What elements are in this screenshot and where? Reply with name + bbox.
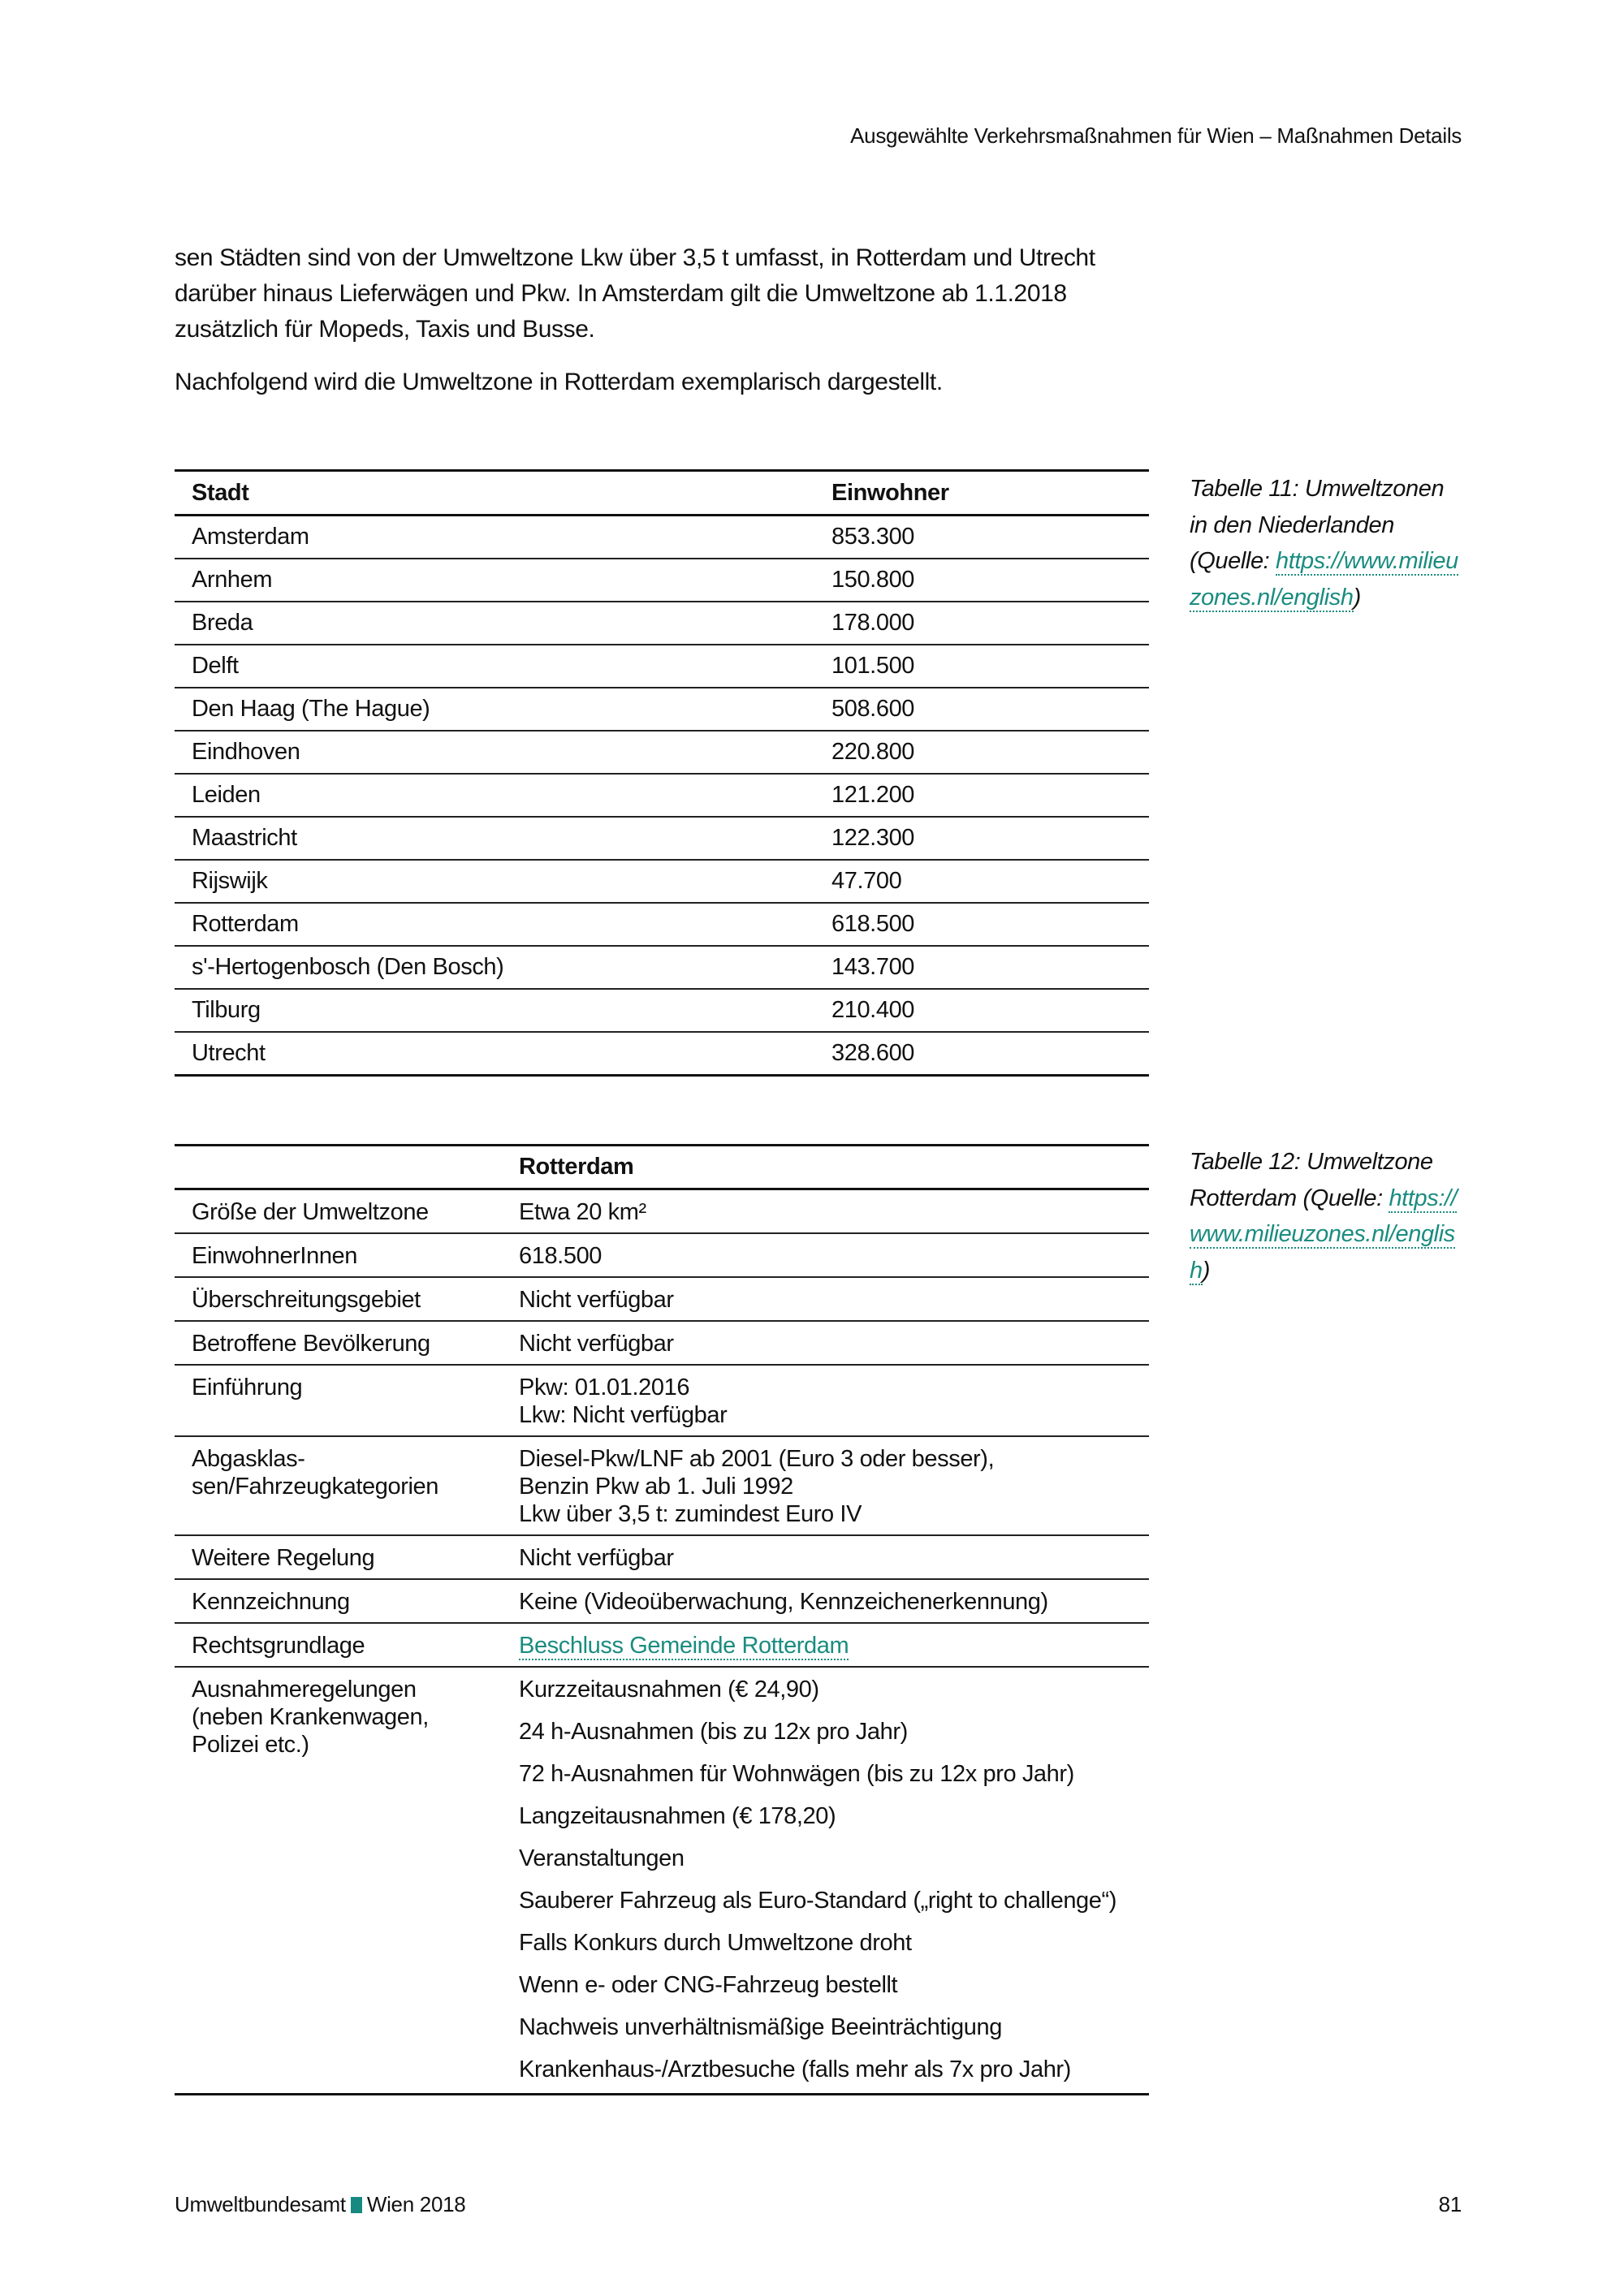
exception-item: Veranstaltungen (519, 1845, 685, 1871)
row-label: Betroffene Bevölkerung (175, 1321, 502, 1365)
exception-item: Langzeitausnahmen (€ 178,20) (519, 1803, 836, 1829)
table-row (175, 946, 1149, 989)
city-cell: Breda (175, 602, 814, 645)
city-cell: Utrecht (175, 1032, 814, 1076)
city-cell: s'-Hertogenbosch (Den Bosch) (175, 946, 814, 989)
row-label: Einführung (175, 1365, 502, 1436)
population-cell: 618.500 (814, 903, 1149, 946)
table-umweltzonen-niederlande (175, 469, 1149, 1077)
caption-close: ) (1353, 584, 1361, 611)
table-11-caption (1190, 471, 1466, 615)
exception-item: 24 h-Ausnahmen (bis zu 12x pro Jahr) (519, 1719, 908, 1745)
column-header-rotterdam: Rotterdam (502, 1146, 1149, 1189)
population-cell: 508.600 (814, 688, 1149, 731)
city-cell: Rotterdam (175, 903, 814, 946)
table-row (175, 860, 1149, 903)
row-label (175, 1667, 502, 2095)
body-paragraph: sen Städten sind von der Umweltzone Lkw über 3,5 t umfasst, in Rotterdam und Utrecht darüber hinaus Lieferwägen und Pkw. In Amsterdam gilt die Umweltzone ab 1.1.2018 zusätzlich für Mopeds, Taxis und Busse. (175, 244, 1095, 343)
table-row (175, 1436, 1149, 1535)
row-value-line: 618.500 (519, 1243, 603, 1269)
row-value (502, 1189, 1149, 1234)
table-row (175, 516, 1149, 559)
table-row (175, 1032, 1149, 1076)
population-cell: 220.800 (814, 731, 1149, 774)
exception-item: 72 h-Ausnahmen für Wohnwägen (bis zu 12x pro Jahr) (519, 1761, 1074, 1787)
table-row (175, 731, 1149, 774)
row-value-line: Diesel-Pkw/LNF ab 2001 (Euro 3 oder besser), (519, 1446, 995, 1472)
city-cell: Amsterdam (175, 516, 814, 559)
row-value-line: Benzin Pkw ab 1. Juli 1992 (519, 1474, 793, 1500)
row-label-line: (neben Krankenwagen, (192, 1704, 429, 1730)
row-label (175, 1436, 502, 1535)
row-value (502, 1233, 1149, 1277)
footer-left (175, 2192, 465, 2217)
population-cell: 47.700 (814, 860, 1149, 903)
table-row (175, 688, 1149, 731)
table-row (175, 774, 1149, 817)
row-label: Weitere Regelung (175, 1535, 502, 1579)
row-value-line: Etwa 20 km² (519, 1199, 646, 1225)
exception-item: Nachweis unverhältnismäßige Beeinträchtigung (519, 2014, 1002, 2040)
row-value-line: Nicht verfügbar (519, 1287, 674, 1313)
row-value-line: Keine (Videoüberwachung, Kennzeichenerkennung) (519, 1589, 1048, 1615)
exception-item: Wenn e- oder CNG-Fahrzeug bestellt (519, 1972, 898, 1998)
column-header-stadt: Stadt (175, 471, 814, 516)
table-row (175, 1535, 1149, 1579)
population-cell: 853.300 (814, 516, 1149, 559)
row-value-line: Nicht verfügbar (519, 1331, 674, 1357)
population-cell: 328.600 (814, 1032, 1149, 1076)
row-value (502, 1365, 1149, 1436)
row-label: Kennzeichnung (175, 1579, 502, 1623)
table-row (175, 1365, 1149, 1436)
population-cell: 122.300 (814, 817, 1149, 860)
table-row (175, 559, 1149, 602)
footer-edition: Wien 2018 (366, 2192, 466, 2216)
table-row (175, 645, 1149, 688)
row-value (502, 1436, 1149, 1535)
row-label: Rechtsgrundlage (175, 1623, 502, 1667)
exception-item: Falls Konkurs durch Umweltzone droht (519, 1930, 912, 1956)
city-cell: Den Haag (The Hague) (175, 688, 814, 731)
table-row (175, 1321, 1149, 1365)
source-link[interactable]: https://www.milieuzones.nl/english (1190, 1185, 1458, 1284)
population-cell: 178.000 (814, 602, 1149, 645)
page-number: 81 (1438, 2192, 1462, 2216)
city-cell: Delft (175, 645, 814, 688)
table-row (175, 1189, 1149, 1234)
caption-text: Tabelle 11: Umweltzonen in den Niederlanden (Quelle: (1190, 476, 1445, 574)
running-header: Ausgewählte Verkehrsmaßnahmen für Wien – Maßnahmen Details (850, 123, 1462, 148)
row-value (502, 1535, 1149, 1579)
body-paragraph: Nachfolgend wird die Umweltzone in Rotterdam exemplarisch dargestellt. (175, 369, 943, 395)
population-cell: 101.500 (814, 645, 1149, 688)
table-row (175, 1579, 1149, 1623)
exception-item: Krankenhaus-/Arztbesuche (falls mehr als 7x pro Jahr) (519, 2056, 1071, 2082)
population-cell: 143.700 (814, 946, 1149, 989)
city-cell: Rijswijk (175, 860, 814, 903)
city-cell: Arnhem (175, 559, 814, 602)
row-label-line: Abgasklas- (192, 1446, 305, 1472)
row-label: Überschreitungsgebiet (175, 1277, 502, 1321)
row-value-line: Lkw über 3,5 t: zumindest Euro IV (519, 1501, 862, 1527)
footer-publisher: Umweltbundesamt (175, 2192, 346, 2216)
row-label-line: Ausnahmeregelungen (192, 1677, 417, 1703)
table-row (175, 903, 1149, 946)
row-value-line: Nicht verfügbar (519, 1545, 674, 1571)
row-value (502, 1579, 1149, 1623)
table-row (175, 817, 1149, 860)
row-value (502, 1321, 1149, 1365)
table-row (175, 1277, 1149, 1321)
population-cell: 150.800 (814, 559, 1149, 602)
table-row (175, 602, 1149, 645)
row-value (502, 1623, 1149, 1667)
city-cell: Maastricht (175, 817, 814, 860)
row-value-line: Lkw: Nicht verfügbar (519, 1402, 728, 1428)
row-value-line: Pkw: 01.01.2016 (519, 1375, 690, 1400)
exception-item: Sauberer Fahrzeug als Euro-Standard („right to challenge“) (519, 1888, 1117, 1914)
city-cell: Leiden (175, 774, 814, 817)
population-cell: 121.200 (814, 774, 1149, 817)
city-cell: Eindhoven (175, 731, 814, 774)
table-row (175, 989, 1149, 1032)
table-row (175, 1623, 1149, 1667)
row-value (502, 1277, 1149, 1321)
caption-close: ) (1202, 1257, 1210, 1284)
caption-text: Tabelle 12: Umweltzone Rotterdam (Quelle: (1190, 1149, 1433, 1211)
population-cell: 210.400 (814, 989, 1149, 1032)
column-header-einwohner: Einwohner (814, 471, 1149, 516)
empty-header (175, 1146, 502, 1189)
source-link[interactable]: https://www.milieuzones.nl/english (1190, 548, 1458, 611)
table-umweltzone-rotterdam (175, 1144, 1149, 2095)
row-value (502, 1667, 1149, 2095)
row-label-line: Polizei etc.) (192, 1732, 309, 1758)
table-12-caption (1190, 1144, 1466, 1288)
row-label: Größe der Umweltzone (175, 1189, 502, 1234)
row-label-line: sen/Fahrzeugkategorien (192, 1474, 438, 1500)
row-label: EinwohnerInnen (175, 1233, 502, 1277)
table-row (175, 1233, 1149, 1277)
rechtsgrundlage-link[interactable]: Beschluss Gemeinde Rotterdam (519, 1633, 849, 1659)
exception-item: Kurzzeitausnahmen (€ 24,90) (519, 1677, 819, 1703)
city-cell: Tilburg (175, 989, 814, 1032)
square-bullet-icon (351, 2197, 362, 2213)
table-row (175, 1667, 1149, 2095)
